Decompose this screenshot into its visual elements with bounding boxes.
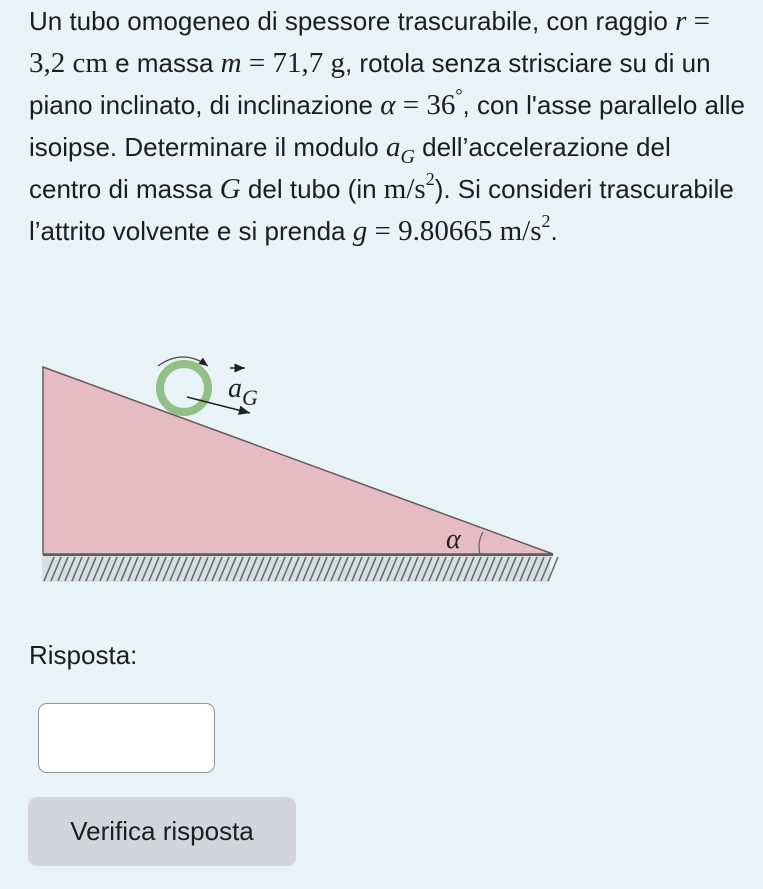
radius-symbol: r xyxy=(675,5,687,37)
problem-text: del tubo (in xyxy=(240,174,384,204)
accel-subscript: G xyxy=(400,146,415,168)
unit-base: m/s xyxy=(383,173,426,205)
equals-sign: = xyxy=(686,5,710,37)
problem-text: Un tubo omogeneo di spessore trascurabile, con raggio xyxy=(29,6,676,36)
radius-unit: cm xyxy=(65,47,108,79)
ground-hatching xyxy=(42,556,558,582)
gravity-symbol: g xyxy=(352,215,368,247)
problem-text: ). Si consideri trascurabile l’attrito volvente e si prenda xyxy=(29,174,734,246)
inclined-plane xyxy=(43,367,553,554)
alpha-symbol: α xyxy=(380,89,396,121)
problem-text: , con l'asse parallelo alle isoipse. Determinare il modulo xyxy=(29,90,745,162)
answer-input[interactable] xyxy=(38,703,215,773)
gravity-unit-exponent: 2 xyxy=(541,211,551,231)
problem-text: . xyxy=(550,216,558,246)
tube xyxy=(160,364,208,412)
acceleration-subscript: G xyxy=(242,385,258,410)
problem-text: , rotola senza strisciare su di un piano inclinato, di inclinazione xyxy=(29,48,711,120)
center-letter: G xyxy=(219,173,241,205)
accel-letter: a xyxy=(385,131,401,163)
answer-label: Risposta: xyxy=(29,640,138,670)
problem-statement xyxy=(29,0,749,252)
mass-unit: g xyxy=(323,47,345,79)
problem-text: e massa xyxy=(107,48,221,78)
acceleration-letter: a xyxy=(228,373,242,404)
unit-exponent: 2 xyxy=(425,169,435,189)
degree-sign: ° xyxy=(455,85,463,105)
equals-sign: = xyxy=(241,47,273,79)
gravity-unit: m/s xyxy=(492,215,542,247)
equals-sign: = xyxy=(367,215,399,247)
gravity-formula xyxy=(352,211,551,247)
check-answer-button[interactable]: Verifica risposta xyxy=(28,797,296,866)
center-symbol xyxy=(220,173,241,205)
problem-text: dell’accelerazione del centro di massa xyxy=(29,132,671,204)
mass-formula xyxy=(221,47,345,79)
equals-sign: = xyxy=(395,89,427,121)
angle-formula xyxy=(380,85,463,121)
angle-value: 36 xyxy=(426,89,456,121)
mass-symbol: m xyxy=(220,47,242,79)
mass-value: 71,7 xyxy=(272,47,324,79)
radius-value: 3,2 xyxy=(29,47,66,79)
accel-symbol xyxy=(385,131,415,168)
angle-label: α xyxy=(446,524,461,555)
answer-unit xyxy=(383,169,435,205)
incline-figure xyxy=(40,350,560,590)
acceleration-label xyxy=(228,373,258,410)
gravity-value: 9.80665 xyxy=(398,215,493,247)
